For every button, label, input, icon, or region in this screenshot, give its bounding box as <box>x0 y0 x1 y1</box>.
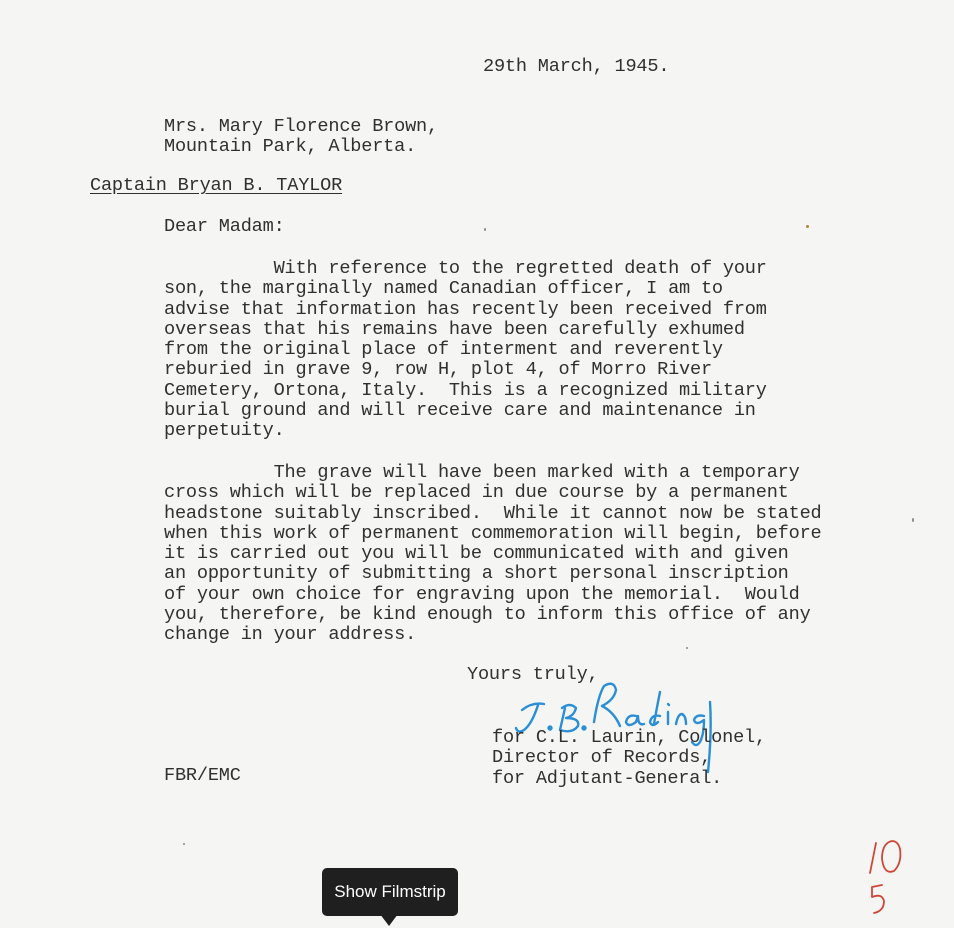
paragraph-2-line: The grave will have been marked with a temporary <box>164 462 800 483</box>
paragraph-2-line: cross which will be replaced in due course by a permanent <box>164 482 789 504</box>
paragraph-1-line: advise that information has recently been received from <box>164 298 767 320</box>
address-line-2: Mountain Park, Alberta. <box>164 136 417 158</box>
signature-line-2: Director of Records, <box>492 747 712 769</box>
letter-date: 29th March, 1945. <box>483 56 670 77</box>
pencil-annotation <box>862 833 912 918</box>
paper-speck <box>686 647 688 649</box>
paragraph-2-line: when this work of permanent commemoration will begin, before <box>164 522 822 544</box>
paper-speck <box>912 518 914 522</box>
paragraph-1-line: overseas that his remains have been carefully exhumed <box>164 318 745 340</box>
tooltip-arrow <box>380 914 398 926</box>
paragraph-2-line: you, therefore, be kind enough to inform this office of any <box>164 604 811 626</box>
signature-line-1: for C.L. Laurin, Colonel, <box>492 727 766 748</box>
paragraph-1-line: perpetuity. <box>164 420 285 442</box>
reference-initials: FBR/EMC <box>164 765 241 786</box>
paragraph-1-line: With reference to the regretted death of your <box>164 258 767 279</box>
paragraph-2 <box>164 463 821 646</box>
salutation: Dear Madam: <box>164 216 285 237</box>
closing: Yours truly, <box>467 664 599 685</box>
paragraph-1-line: son, the marginally named Canadian officer, I am to <box>164 278 723 300</box>
paragraph-2-line: change in your address. <box>164 624 417 646</box>
paragraph-2-line: headstone suitably inscribed. While it cannot now be stated <box>164 502 822 524</box>
signature-block <box>492 728 766 789</box>
paragraph-1 <box>164 259 767 442</box>
paper-speck <box>484 228 486 231</box>
subject-line: Captain Bryan B. TAYLOR <box>90 175 343 196</box>
paragraph-1-line: Cemetery, Ortona, Italy. This is a recognized military <box>164 379 767 401</box>
paragraph-1-line: reburied in grave 9, row H, plot 4, of Morro River <box>164 359 712 381</box>
paragraph-2-line: an opportunity of submitting a short personal inscription <box>164 563 789 585</box>
paragraph-1-line: burial ground and will receive care and maintenance in <box>164 400 756 422</box>
paragraph-2-line: of your own choice for engraving upon the memorial. Would <box>164 583 800 605</box>
address-line-1: Mrs. Mary Florence Brown, <box>164 116 438 137</box>
paragraph-2-line: it is carried out you will be communicated with and given <box>164 543 789 565</box>
show-filmstrip-tooltip[interactable]: Show Filmstrip <box>322 868 458 916</box>
paper-speck <box>183 843 185 845</box>
recipient-address <box>164 117 438 158</box>
paragraph-1-line: from the original place of interment and reverently <box>164 339 723 361</box>
paper-speck <box>806 225 809 228</box>
signature-line-3: for Adjutant-General. <box>492 767 723 789</box>
